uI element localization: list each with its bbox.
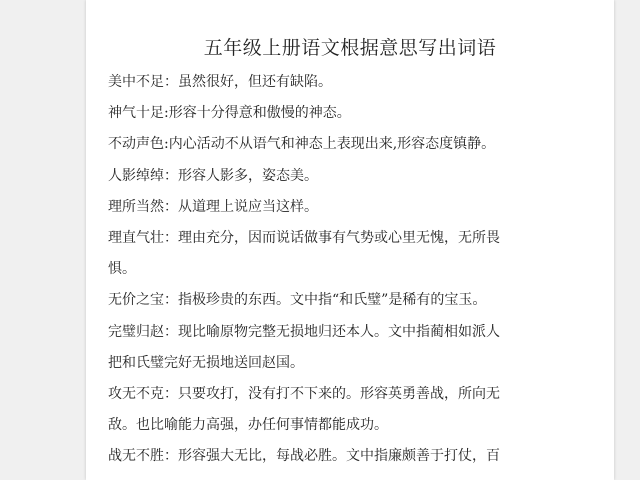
entry-list [108,67,538,472]
text-line: 理所当然：从道理上说应当这样。 [108,198,318,215]
text-line: 神气十足:形容十分得意和傲慢的神态。 [108,105,351,122]
text-line: 美中不足：虽然很好，但还有缺陷。 [108,74,332,90]
document-page [86,0,614,480]
text-line: 把和氏璧完好无损地送回赵国。 [108,354,304,371]
text-line: 惧。 [108,261,136,278]
text-line: 攻无不克：只要攻打，没有打不下来的。形容英勇善战，所向无 [108,385,500,402]
text-line: 敌。也比喻能力高强，办任何事情都能成功。 [108,417,388,434]
text-line: 理直气壮：理由充分，因而说话做事有气势或心里无愧，无所畏 [108,229,500,246]
text-line: 完璧归赵：现比喻原物完整无损地归还本人。文中指蔺相如派人 [108,323,500,340]
text-line: 战无不胜：形容强大无比，每战必胜。文中指廉颇善于打仗，百 [108,448,500,465]
text-line: 无价之宝：指极珍贵的东西。文中指“和氏璧”是稀有的宝玉。 [108,292,487,309]
text-line: 人影绰绰：形容人影多，姿态美。 [108,167,318,184]
text-line: 不动声色:内心活动不从语气和神态上表现出来,形容态度镇静。 [108,136,496,153]
document-title: 五年级上册语文根据意思写出词语 [203,37,497,59]
